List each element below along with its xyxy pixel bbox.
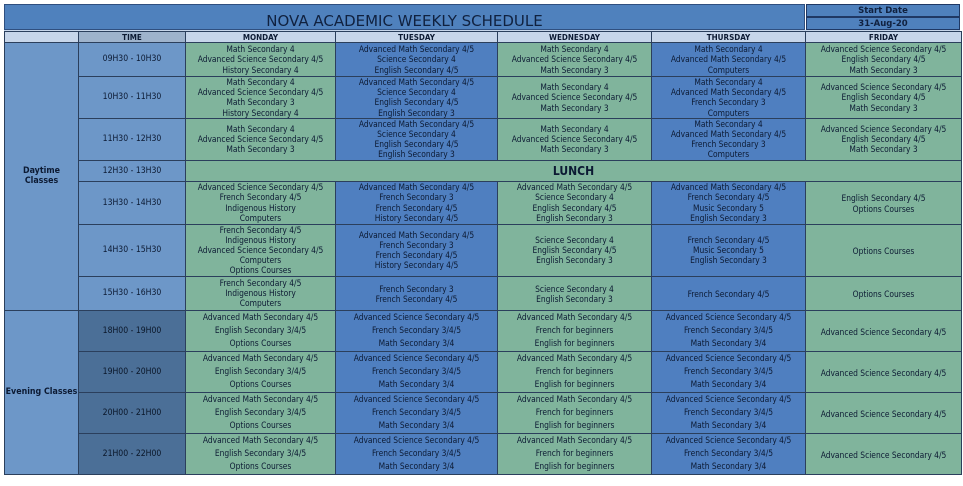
class-cell-tuesday[interactable]	[336, 118, 498, 160]
class-cell-monday[interactable]	[186, 351, 336, 392]
course-line: Options Courses	[229, 265, 292, 276]
course-line: French Secondary 3	[691, 139, 766, 150]
course-line: English Secondary 3	[378, 107, 455, 118]
course-line: Science Secondary 4	[377, 54, 456, 65]
course-line: Math Secondary 4	[694, 118, 763, 129]
course-list	[186, 225, 335, 276]
course-list	[806, 244, 961, 256]
course-line: English Secondary 4/5	[374, 64, 459, 75]
course-list	[806, 82, 961, 113]
class-cell-monday[interactable]	[186, 310, 336, 351]
class-cell-tuesday[interactable]	[336, 392, 498, 433]
class-cell-monday[interactable]	[186, 181, 336, 224]
course-line: French Secondary 4/5	[375, 250, 458, 261]
course-line: Music Secondary 5	[693, 245, 764, 256]
class-cell-monday[interactable]	[186, 118, 336, 160]
course-line: Advanced Science Secondary 4/5	[665, 394, 792, 405]
course-list	[498, 82, 651, 113]
class-cell-monday[interactable]	[186, 43, 336, 77]
course-line: Science Secondary 4	[535, 283, 614, 294]
course-line: Advanced Math Secondary 4/5	[670, 129, 787, 140]
course-line: French Secondary 3	[379, 192, 454, 203]
course-line: Advanced Math Secondary 4/5	[358, 44, 475, 55]
course-line: Science Secondary 4	[377, 87, 456, 98]
course-line: History Secondary 4/5	[374, 260, 459, 271]
header-friday[interactable]: FRIDAY	[806, 32, 962, 43]
course-list	[498, 311, 651, 350]
course-line: Math Secondary 3/4	[378, 461, 455, 472]
course-list	[186, 278, 335, 309]
class-cell-wednesday[interactable]	[498, 43, 652, 77]
course-list	[336, 282, 497, 304]
course-list	[336, 393, 497, 432]
course-line: English Secondary 4/5	[374, 139, 459, 150]
course-line: Advanced Math Secondary 4/5	[202, 353, 319, 364]
class-cell-thursday[interactable]	[652, 433, 806, 474]
class-cell-wednesday[interactable]	[498, 310, 652, 351]
course-line: Indigenous History	[225, 202, 296, 213]
class-cell-tuesday[interactable]	[336, 351, 498, 392]
course-line: Math Secondary 3	[540, 102, 609, 113]
course-line: Advanced Math Secondary 4/5	[358, 229, 475, 240]
course-line: Advanced Math Secondary 4/5	[358, 118, 475, 129]
course-list	[806, 124, 961, 155]
schedule-row	[5, 276, 962, 310]
class-cell-wednesday[interactable]	[498, 276, 652, 310]
course-list	[652, 311, 805, 350]
class-cell-wednesday[interactable]	[498, 351, 652, 392]
course-line: French Secondary 3	[379, 239, 454, 250]
course-line: English Secondary 3	[536, 255, 613, 266]
course-line: French Secondary 3/4/5	[683, 407, 774, 418]
course-line: Computers	[707, 64, 750, 75]
class-cell-wednesday[interactable]	[498, 118, 652, 160]
course-list	[186, 393, 335, 432]
course-line: Advanced Science Secondary 4/5	[197, 134, 324, 145]
course-line: Advanced Math Secondary 4/5	[516, 353, 633, 364]
course-line: Options Courses	[852, 203, 915, 214]
course-line: Advanced Science Secondary 4/5	[820, 326, 947, 337]
course-line: Science Secondary 4	[535, 234, 614, 245]
course-line: English Secondary 3	[690, 212, 767, 223]
header-tuesday[interactable]: TUESDAY	[336, 32, 498, 43]
time-slot-cell[interactable]: 14H30 - 15H30	[79, 224, 186, 276]
start-date-label[interactable]: Start Date	[806, 4, 960, 17]
course-line: Advanced Math Secondary 4/5	[202, 394, 319, 405]
daytime-section-label[interactable]: Daytime Classes	[5, 43, 79, 311]
course-line: Options Courses	[852, 289, 915, 300]
schedule-row	[5, 118, 962, 160]
course-list	[806, 405, 961, 421]
course-line: Math Secondary 3/4	[690, 461, 767, 472]
course-line: Computers	[707, 107, 750, 118]
class-cell-monday[interactable]	[186, 224, 336, 276]
class-cell-tuesday[interactable]	[336, 43, 498, 77]
class-cell-thursday[interactable]	[652, 118, 806, 160]
class-cell-tuesday[interactable]	[336, 433, 498, 474]
class-cell-wednesday[interactable]	[498, 392, 652, 433]
course-line: French Secondary 3/4/5	[371, 325, 462, 336]
course-line: Math Secondary 3/4	[378, 338, 455, 349]
schedule-row	[5, 224, 962, 276]
course-list	[498, 393, 651, 432]
class-cell-wednesday[interactable]	[498, 77, 652, 119]
course-line: Advanced Science Secondary 4/5	[665, 435, 792, 446]
course-list	[652, 119, 805, 160]
course-line: Advanced Math Secondary 4/5	[516, 312, 633, 323]
course-list	[806, 44, 961, 75]
class-cell-tuesday[interactable]	[336, 276, 498, 310]
course-line: English for beginners	[534, 379, 615, 390]
course-line: Advanced Science Secondary 4/5	[820, 449, 947, 460]
course-list	[652, 287, 805, 299]
course-line: Advanced Math Secondary 4/5	[516, 435, 633, 446]
course-line: Options Courses	[229, 338, 292, 349]
course-list	[186, 182, 335, 223]
course-line: Advanced Science Secondary 4/5	[353, 353, 480, 364]
course-line: English Secondary 3	[690, 255, 767, 266]
course-line: French Secondary 4/5	[687, 289, 770, 300]
course-list	[652, 44, 805, 75]
course-list	[806, 191, 961, 213]
course-line: History Secondary 4	[222, 107, 299, 118]
course-line: Music Secondary 5	[693, 202, 764, 213]
course-line: Math Secondary 3	[540, 64, 609, 75]
course-line: Advanced Science Secondary 4/5	[511, 54, 638, 65]
course-line: Advanced Science Secondary 4/5	[820, 123, 947, 134]
class-cell-wednesday[interactable]	[498, 224, 652, 276]
header-row	[5, 32, 962, 43]
class-cell-thursday[interactable]	[652, 43, 806, 77]
course-line: Math Secondary 3/4	[690, 420, 767, 431]
header-monday[interactable]: MONDAY	[186, 32, 336, 43]
course-line: Advanced Science Secondary 4/5	[665, 312, 792, 323]
class-cell-friday[interactable]	[806, 224, 962, 276]
time-slot-cell[interactable]: 18H00 - 19H00	[79, 310, 186, 351]
course-list	[336, 230, 497, 271]
course-list	[186, 44, 335, 75]
course-list	[498, 44, 651, 75]
class-cell-wednesday[interactable]	[498, 433, 652, 474]
course-line: Math Secondary 4	[226, 123, 295, 134]
course-line: Math Secondary 3/4	[378, 379, 455, 390]
course-line: Advanced Math Secondary 4/5	[202, 312, 319, 323]
course-line: French Secondary 3/4/5	[371, 448, 462, 459]
course-line: Advanced Science Secondary 4/5	[197, 182, 324, 193]
time-slot-cell[interactable]: 13H30 - 14H30	[79, 181, 186, 224]
course-line: Math Secondary 3	[849, 64, 918, 75]
class-cell-thursday[interactable]	[652, 77, 806, 119]
course-line: Math Secondary 4	[540, 44, 609, 55]
course-list	[652, 434, 805, 473]
course-line: Advanced Math Secondary 4/5	[670, 182, 787, 193]
class-cell-tuesday[interactable]	[336, 77, 498, 119]
course-line: Advanced Math Secondary 4/5	[516, 182, 633, 193]
course-line: French Secondary 3/4/5	[683, 448, 774, 459]
course-line: English Secondary 3	[536, 294, 613, 305]
course-list	[652, 182, 805, 223]
course-list	[336, 119, 497, 160]
class-cell-thursday[interactable]	[652, 276, 806, 310]
course-line: Math Secondary 3	[540, 144, 609, 155]
course-line: English Secondary 3/4/5	[214, 325, 307, 336]
course-line: English Secondary 3	[536, 212, 613, 223]
course-line: Advanced Science Secondary 4/5	[197, 54, 324, 65]
course-line: Advanced Math Secondary 4/5	[358, 182, 475, 193]
evening-section-label[interactable]: Evening Classes	[5, 310, 79, 474]
class-cell-monday[interactable]	[186, 77, 336, 119]
course-line: Options Courses	[852, 246, 915, 257]
course-line: English Secondary 3/4/5	[214, 366, 307, 377]
class-cell-monday[interactable]	[186, 392, 336, 433]
course-line: Advanced Science Secondary 4/5	[197, 245, 324, 256]
class-cell-friday[interactable]	[806, 77, 962, 119]
course-line: English for beginners	[534, 338, 615, 349]
course-line: Advanced Science Secondary 4/5	[820, 44, 947, 55]
schedule-row	[5, 351, 962, 392]
course-line: French Secondary 3	[379, 283, 454, 294]
course-line: Indigenous History	[225, 234, 296, 245]
course-line: Advanced Science Secondary 4/5	[353, 312, 480, 323]
course-line: Science Secondary 4	[377, 129, 456, 140]
course-line: Advanced Science Secondary 4/5	[820, 408, 947, 419]
course-line: English Secondary 3	[378, 149, 455, 160]
course-line: Advanced Science Secondary 4/5	[820, 367, 947, 378]
course-line: Indigenous History	[225, 288, 296, 299]
time-slot-cell[interactable]: 20H00 - 21H00	[79, 392, 186, 433]
course-line: French for beginners	[535, 407, 614, 418]
course-line: English for beginners	[534, 461, 615, 472]
class-cell-friday[interactable]	[806, 43, 962, 77]
course-list	[652, 393, 805, 432]
course-list	[186, 434, 335, 473]
course-line: Advanced Math Secondary 4/5	[670, 87, 787, 98]
course-list	[186, 77, 335, 118]
course-line: Options Courses	[229, 379, 292, 390]
schedule-row	[5, 433, 962, 474]
class-cell-monday[interactable]	[186, 276, 336, 310]
course-line: Computers	[239, 212, 282, 223]
class-cell-tuesday[interactable]	[336, 310, 498, 351]
course-line: English Secondary 4/5	[532, 245, 617, 256]
course-line: French Secondary 4/5	[219, 192, 302, 203]
course-line: Options Courses	[229, 461, 292, 472]
course-line: Advanced Science Secondary 4/5	[197, 87, 324, 98]
class-cell-friday[interactable]	[806, 276, 962, 310]
course-list	[336, 311, 497, 350]
course-list	[652, 352, 805, 391]
course-line: History Secondary 4/5	[374, 212, 459, 223]
class-cell-thursday[interactable]	[652, 310, 806, 351]
daytime-rows	[5, 43, 962, 311]
class-cell-thursday[interactable]	[652, 181, 806, 224]
course-line: Advanced Science Secondary 4/5	[353, 394, 480, 405]
header-thursday[interactable]: THURSDAY	[652, 32, 806, 43]
course-line: English Secondary 4/5	[841, 134, 926, 145]
course-list	[186, 311, 335, 350]
lunch-cell[interactable]: LUNCH	[186, 160, 962, 181]
time-slot-cell[interactable]: 09H30 - 10H30	[79, 43, 186, 77]
course-line: Math Secondary 4	[694, 44, 763, 55]
course-line: French Secondary 4/5	[219, 224, 302, 235]
course-line: French for beginners	[535, 448, 614, 459]
course-list	[806, 287, 961, 299]
course-line: Advanced Math Secondary 4/5	[516, 394, 633, 405]
course-line: Advanced Science Secondary 4/5	[665, 353, 792, 364]
course-line: Advanced Science Secondary 4/5	[820, 82, 947, 93]
course-line: French Secondary 4/5	[687, 234, 770, 245]
time-slot-cell[interactable]: 11H30 - 12H30	[79, 118, 186, 160]
course-line: Advanced Science Secondary 4/5	[511, 92, 638, 103]
course-list	[652, 77, 805, 118]
header-corner	[5, 32, 79, 43]
course-list	[336, 182, 497, 223]
course-line: French Secondary 3	[691, 97, 766, 108]
course-line: French Secondary 3/4/5	[683, 366, 774, 377]
course-line: Math Secondary 4	[226, 77, 295, 87]
course-line: Computers	[239, 298, 282, 309]
course-line: French Secondary 3/4/5	[371, 407, 462, 418]
class-cell-friday[interactable]	[806, 310, 962, 351]
course-list	[336, 434, 497, 473]
class-cell-friday[interactable]	[806, 118, 962, 160]
time-slot-cell[interactable]: 12H30 - 13H30	[79, 160, 186, 181]
class-cell-tuesday[interactable]	[336, 181, 498, 224]
course-line: French for beginners	[535, 325, 614, 336]
course-list	[498, 235, 651, 266]
course-line: French for beginners	[535, 366, 614, 377]
course-line: Math Secondary 4	[540, 82, 609, 93]
course-list	[806, 446, 961, 462]
class-cell-friday[interactable]	[806, 433, 962, 474]
time-slot-cell[interactable]: 19H00 - 20H00	[79, 351, 186, 392]
course-line: English for beginners	[534, 420, 615, 431]
class-cell-friday[interactable]	[806, 181, 962, 224]
course-line: History Secondary 4	[222, 64, 299, 75]
course-line: Math Secondary 3/4	[690, 338, 767, 349]
course-list	[498, 282, 651, 304]
class-cell-thursday[interactable]	[652, 392, 806, 433]
course-list	[498, 124, 651, 155]
course-line: English Secondary 4/5	[841, 92, 926, 103]
course-line: English Secondary 4/5	[841, 193, 926, 204]
course-line: French Secondary 4/5	[375, 202, 458, 213]
course-line: Math Secondary 3/4	[378, 420, 455, 431]
header-time[interactable]: TIME	[79, 32, 186, 43]
course-line: Math Secondary 4	[694, 77, 763, 87]
time-slot-cell[interactable]: 15H30 - 16H30	[79, 276, 186, 310]
course-line: Computers	[239, 255, 282, 266]
course-list	[498, 182, 651, 223]
schedule-row	[5, 181, 962, 224]
course-line: Math Secondary 4	[226, 44, 295, 55]
schedule-title[interactable]: NOVA ACADEMIC WEEKLY SCHEDULE	[4, 4, 805, 30]
course-line: English Secondary 3/4/5	[214, 448, 307, 459]
course-list	[652, 235, 805, 266]
course-line: English Secondary 3/4/5	[214, 407, 307, 418]
course-line: Science Secondary 4	[535, 192, 614, 203]
course-line: Math Secondary 4	[540, 123, 609, 134]
course-line: English Secondary 4/5	[374, 97, 459, 108]
course-line: English Secondary 4/5	[841, 54, 926, 65]
class-cell-friday[interactable]	[806, 392, 962, 433]
course-line: Advanced Science Secondary 4/5	[353, 435, 480, 446]
schedule-table	[4, 31, 962, 475]
course-list	[336, 352, 497, 391]
time-slot-cell[interactable]: 10H30 - 11H30	[79, 77, 186, 119]
class-cell-friday[interactable]	[806, 351, 962, 392]
schedule-row	[5, 160, 962, 181]
course-list	[806, 323, 961, 339]
class-cell-wednesday[interactable]	[498, 181, 652, 224]
class-cell-thursday[interactable]	[652, 351, 806, 392]
course-list	[498, 434, 651, 473]
course-line: Advanced Science Secondary 4/5	[511, 134, 638, 145]
evening-rows	[5, 310, 962, 474]
course-line: Advanced Math Secondary 4/5	[670, 54, 787, 65]
course-list	[186, 352, 335, 391]
course-list	[806, 364, 961, 380]
course-line: Advanced Math Secondary 4/5	[358, 77, 475, 87]
time-slot-cell[interactable]: 21H00 - 22H00	[79, 433, 186, 474]
course-line: Math Secondary 3	[849, 144, 918, 155]
course-line: French Secondary 3/4/5	[683, 325, 774, 336]
course-line: Math Secondary 3	[226, 97, 295, 108]
schedule-row	[5, 392, 962, 433]
class-cell-tuesday[interactable]	[336, 224, 498, 276]
class-cell-monday[interactable]	[186, 433, 336, 474]
class-cell-thursday[interactable]	[652, 224, 806, 276]
course-line: French Secondary 4/5	[219, 277, 302, 288]
course-line: French Secondary 4/5	[687, 192, 770, 203]
schedule-row	[5, 43, 962, 77]
header-wednesday[interactable]: WEDNESDAY	[498, 32, 652, 43]
schedule-row	[5, 310, 962, 351]
course-line: Computers	[707, 149, 750, 160]
course-line: French Secondary 3/4/5	[371, 366, 462, 377]
course-list	[336, 77, 497, 118]
course-line: Options Courses	[229, 420, 292, 431]
course-line: English Secondary 4/5	[532, 202, 617, 213]
start-date-value[interactable]: 31-Aug-20	[806, 17, 960, 30]
course-list	[186, 124, 335, 155]
course-line: Math Secondary 3/4	[690, 379, 767, 390]
course-line: Math Secondary 3	[226, 144, 295, 155]
course-line: French Secondary 4/5	[375, 294, 458, 305]
course-line: Math Secondary 3	[849, 102, 918, 113]
schedule-row	[5, 77, 962, 119]
course-line: Advanced Math Secondary 4/5	[202, 435, 319, 446]
course-list	[336, 44, 497, 75]
course-list	[498, 352, 651, 391]
